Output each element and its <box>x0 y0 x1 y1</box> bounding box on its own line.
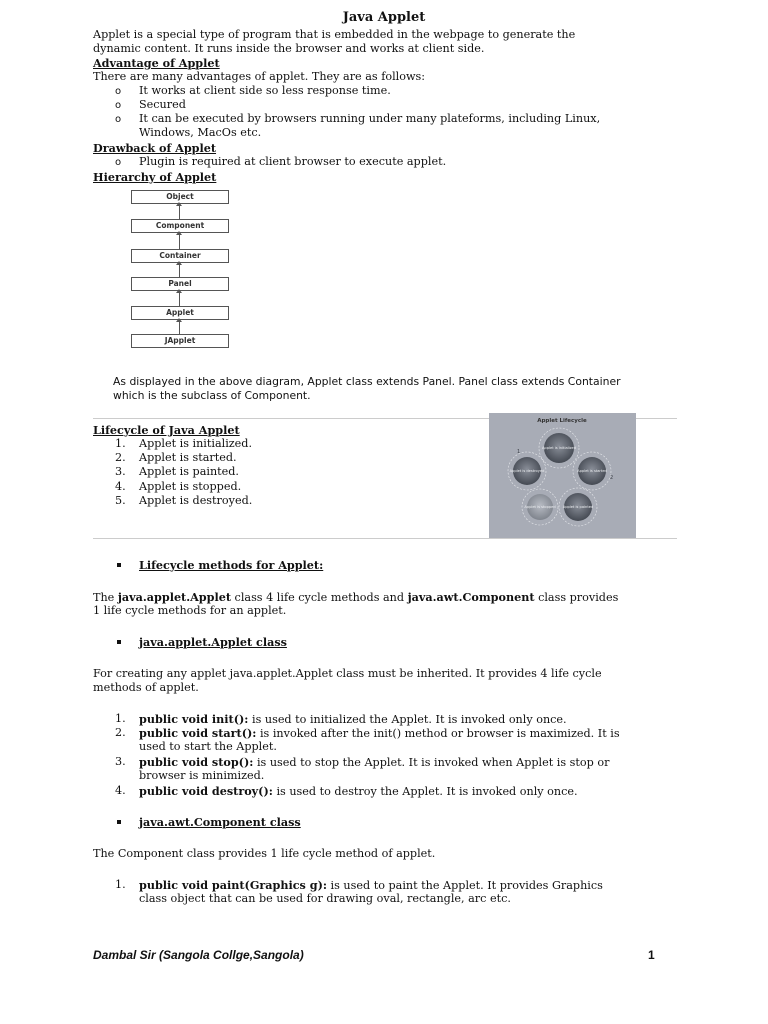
lifecycle-item: Applet is started. <box>139 451 237 464</box>
lifecycle-item: Applet is painted. <box>139 465 239 478</box>
list-number: 1. <box>115 712 126 725</box>
lifecycle-heading: Lifecycle of Java Applet <box>93 423 240 437</box>
lifecycle-node-label: Applet is painted <box>562 505 594 509</box>
hierarchy-box-object: Object <box>131 190 229 204</box>
method-stop-cont: browser is minimized. <box>139 769 265 782</box>
method-description: is used to initialized the Applet. It is invoked only once. <box>248 713 567 726</box>
up-arrow-icon <box>179 205 180 219</box>
method-description: is used to stop the Applet. It is invoked when Applet is stop or <box>253 756 610 769</box>
methods-intro-text: class 4 life cycle methods and <box>231 591 408 604</box>
lifecycle-item: Applet is stopped. <box>139 480 242 493</box>
list-number: 3. <box>115 755 126 768</box>
advantage-item-2: Secured <box>139 98 186 111</box>
applet-class-intro-2: methods of applet. <box>93 681 199 694</box>
advantage-heading: Advantage of Applet <box>93 56 220 70</box>
method-paint-cont: class object that can be used for drawing oval, rectangle, arc etc. <box>139 892 511 905</box>
method-destroy <box>139 784 578 799</box>
method-description: is used to destroy the Applet. It is invoked only once. <box>272 785 578 798</box>
methods-intro-line-2: 1 life cycle methods for an applet. <box>93 604 287 617</box>
square-bullet-icon <box>117 820 121 824</box>
bullet-marker: o <box>115 86 122 97</box>
method-start-cont: used to start the Applet. <box>139 740 277 753</box>
component-class-heading: java.awt.Component class <box>139 815 301 829</box>
page-title: Java Applet <box>342 10 426 25</box>
methods-intro-text: The <box>93 591 118 604</box>
method-signature: public void start(): <box>139 726 257 740</box>
lifecycle-item: Applet is initialized. <box>139 437 253 450</box>
list-number: 3. <box>115 465 126 478</box>
lifecycle-item: Applet is destroyed. <box>139 494 253 507</box>
hierarchy-caption-2: which is the subclass of Component. <box>113 389 311 402</box>
lifecycle-number: 2 <box>610 475 614 481</box>
hierarchy-box-component: Component <box>131 219 229 233</box>
advantage-item-3-cont: Windows, MacOs etc. <box>139 126 262 139</box>
list-number: 4. <box>115 784 126 797</box>
applet-lifecycle-diagram <box>489 413 636 538</box>
intro-line-2: dynamic content. It runs inside the browser and works at client side. <box>93 42 485 55</box>
method-signature: public void destroy(): <box>139 784 273 798</box>
method-signature: public void init(): <box>139 712 249 726</box>
methods-intro-class-component: java.awt.Component <box>407 590 535 604</box>
lifecycle-node-label: Applet is destroyed <box>509 469 545 473</box>
divider <box>93 538 677 539</box>
up-arrow-icon <box>179 264 180 277</box>
bullet-marker: o <box>115 100 122 111</box>
list-number: 4. <box>115 480 126 493</box>
methods-heading: Lifecycle methods for Applet: <box>139 558 324 572</box>
up-arrow-icon <box>179 321 180 334</box>
drawback-heading: Drawback of Applet <box>93 141 217 155</box>
up-arrow-icon <box>179 234 180 249</box>
list-number: 2. <box>115 726 126 739</box>
component-class-intro: The Component class provides 1 life cycle method of applet. <box>93 847 436 860</box>
list-number: 1. <box>115 437 126 450</box>
footer-author: Dambal Sir (Sangola Collge,Sangola) <box>93 948 304 962</box>
lifecycle-image-title: Applet Lifecycle <box>537 418 587 424</box>
up-arrow-icon <box>179 292 180 306</box>
square-bullet-icon <box>117 640 121 644</box>
bullet-marker: o <box>115 114 122 125</box>
lifecycle-node-label: Applet is initialized <box>541 446 577 450</box>
lifecycle-number: 1 <box>517 449 521 455</box>
hierarchy-box-panel: Panel <box>131 277 229 291</box>
lifecycle-node-label: Applet is started <box>577 469 607 473</box>
intro-line-1: Applet is a special type of program that is embedded in the webpage to generate the <box>93 28 576 41</box>
hierarchy-caption-1: As displayed in the above diagram, Applet class extends Panel. Panel class extends Container <box>113 375 621 388</box>
applet-class-intro-1: For creating any applet java.applet.Applet class must be inherited. It provides 4 life cycle <box>93 667 602 680</box>
hierarchy-box-applet: Applet <box>131 306 229 320</box>
method-signature: public void paint(Graphics g): <box>139 878 327 892</box>
hierarchy-box-japplet: JApplet <box>131 334 229 348</box>
page-number: 1 <box>648 948 655 962</box>
hierarchy-heading: Hierarchy of Applet <box>93 170 217 184</box>
method-description: is used to paint the Applet. It provides Graphics <box>327 879 603 892</box>
applet-class-heading: java.applet.Applet class <box>139 635 287 649</box>
bullet-marker: o <box>115 157 122 168</box>
method-signature: public void stop(): <box>139 755 254 769</box>
methods-intro-text: class provides <box>534 591 619 604</box>
advantage-item-3: It can be executed by browsers running under many plateforms, including Linux, <box>139 112 601 125</box>
drawback-item-1: Plugin is required at client browser to execute applet. <box>139 155 447 168</box>
hierarchy-box-container: Container <box>131 249 229 263</box>
list-number: 5. <box>115 494 126 507</box>
square-bullet-icon <box>117 563 121 567</box>
advantage-item-1: It works at client side so less response time. <box>139 84 391 97</box>
methods-intro-class-applet: java.applet.Applet <box>117 590 231 604</box>
method-description: is invoked after the init() method or browser is maximized. It is <box>256 727 620 740</box>
lifecycle-node-label: Applet is stopped <box>524 505 556 509</box>
list-number: 1. <box>115 878 126 891</box>
list-number: 2. <box>115 451 126 464</box>
advantage-lead: There are many advantages of applet. They are as follows: <box>93 70 426 83</box>
applet-lifecycle-image <box>489 413 636 538</box>
